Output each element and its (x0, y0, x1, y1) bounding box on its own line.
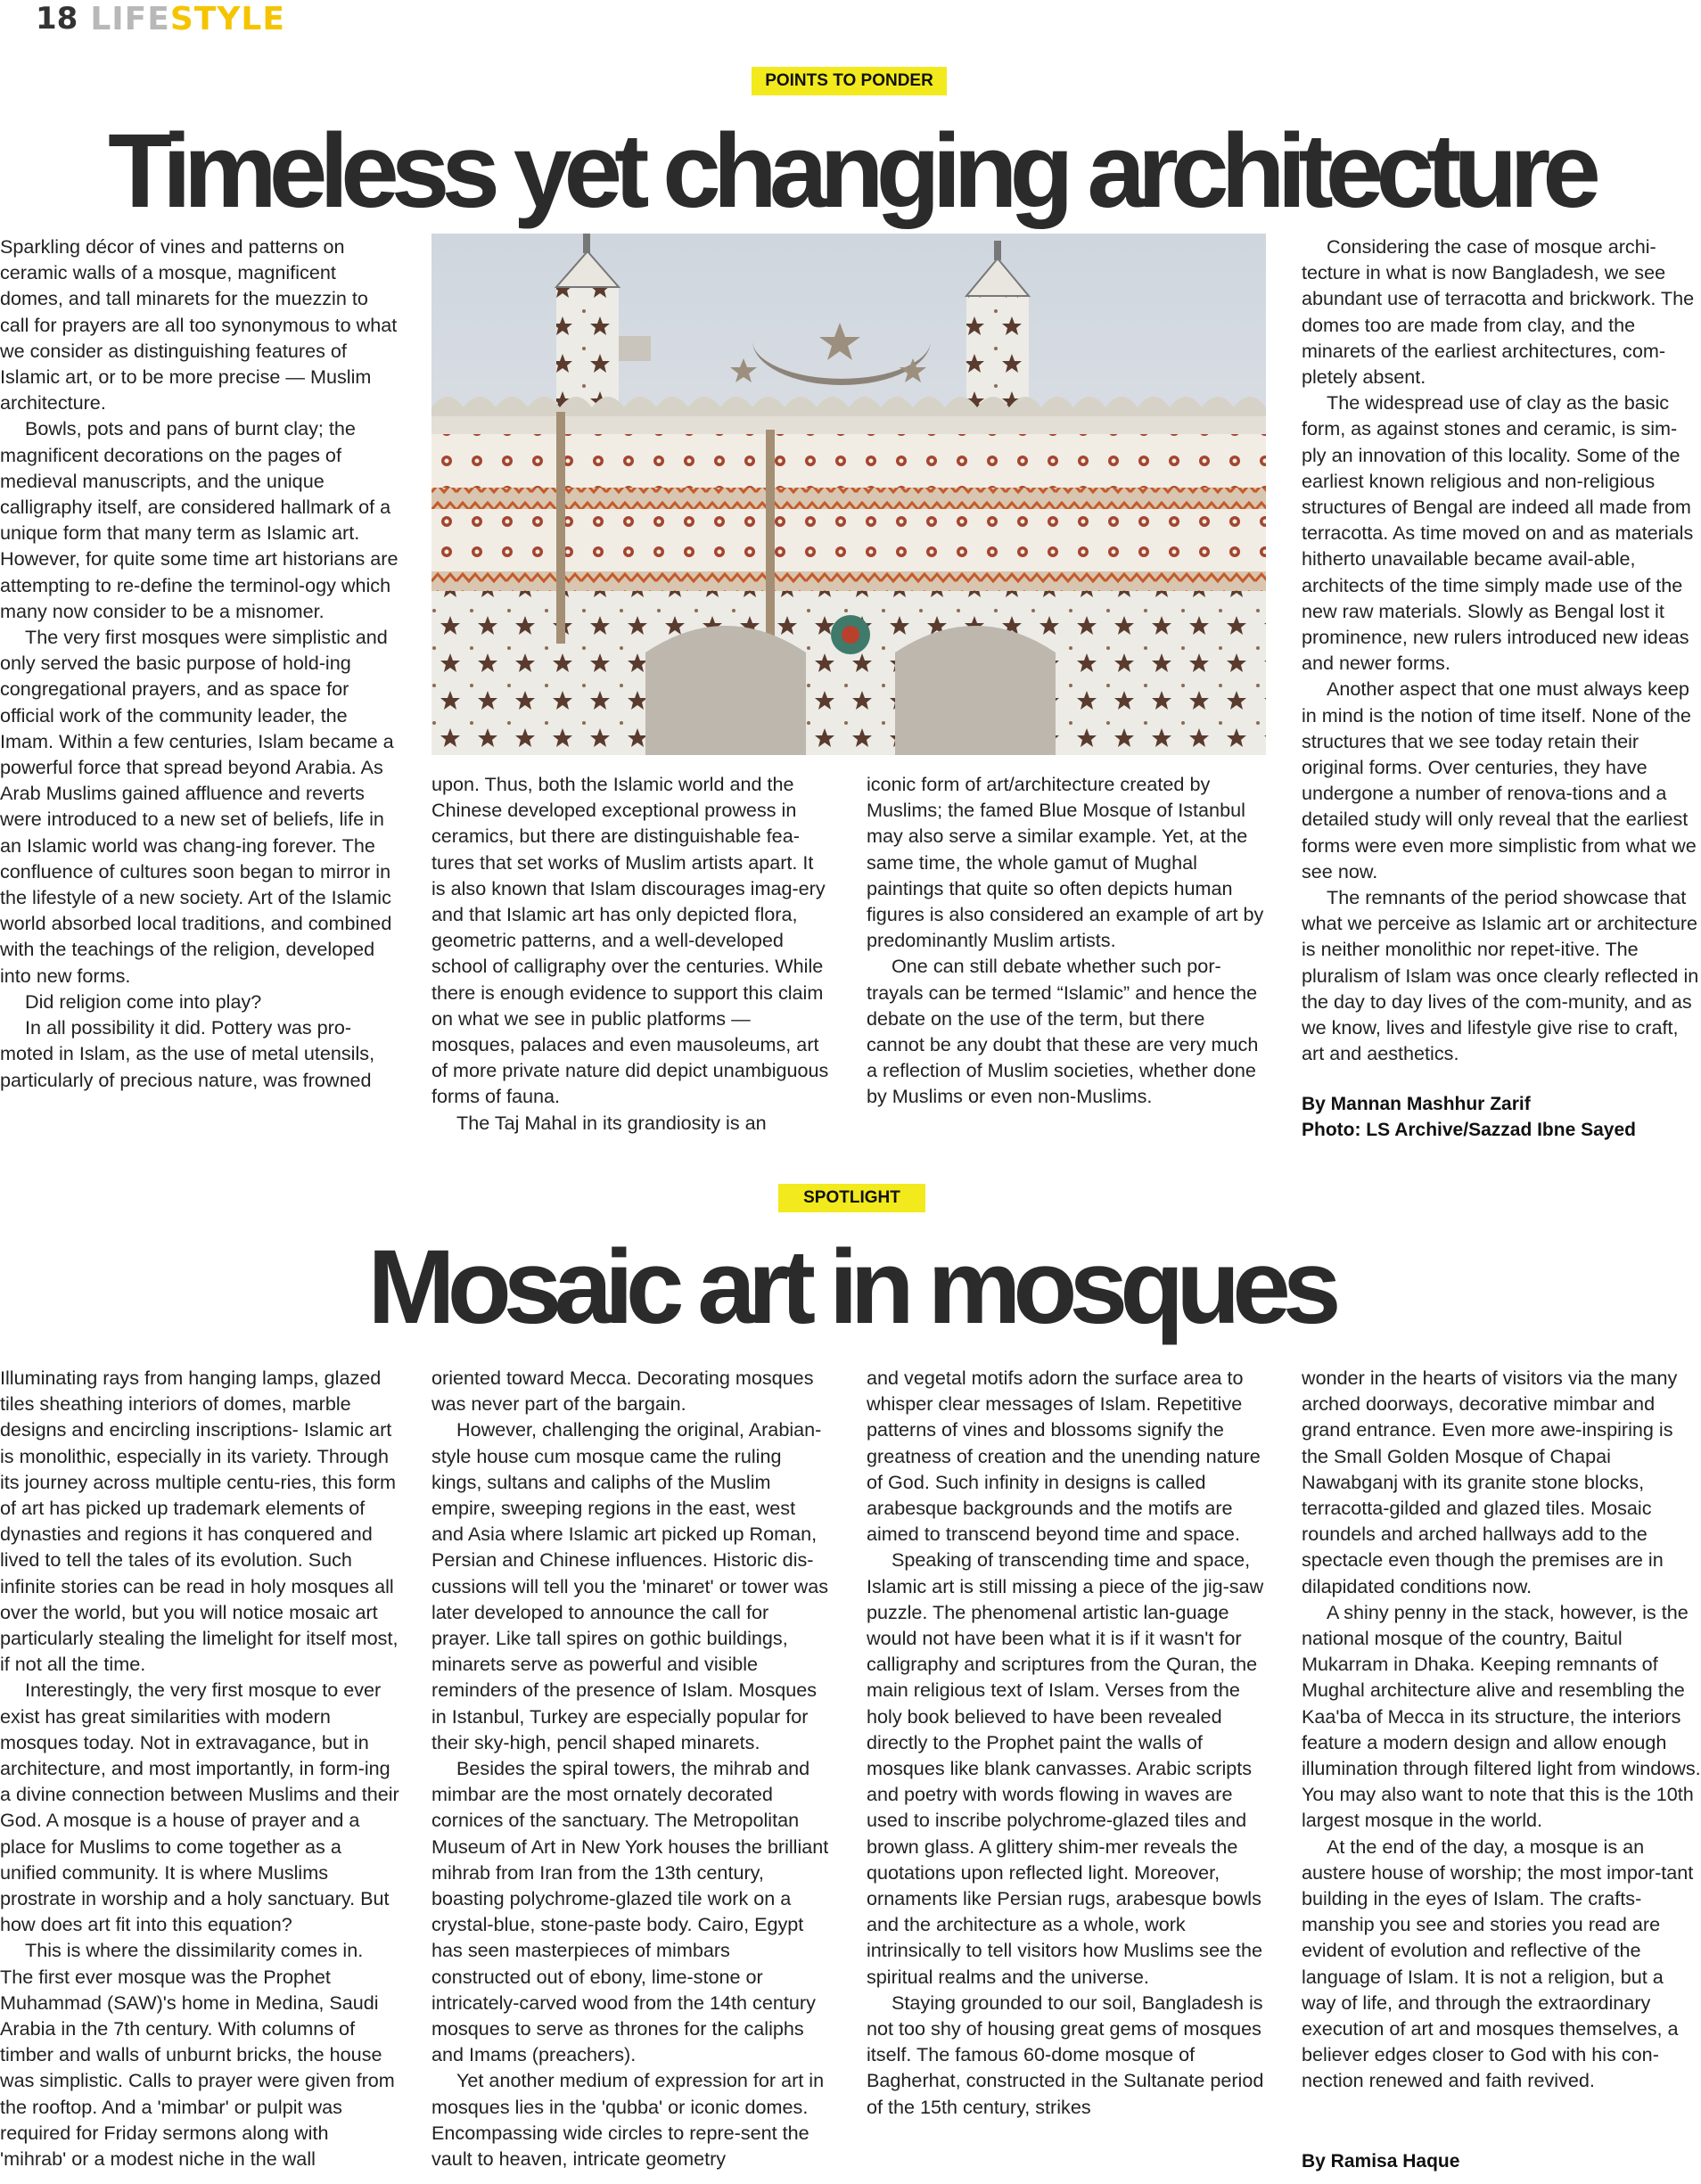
article2-column-3 (867, 1365, 1266, 2120)
paragraph: However, challenging the original, Arabian-style house cum mosque came the ruling kings, sultans and caliphs of the Muslim empire, sweeping regions in the east, west and Asia where Islamic art picked up Roman, Persian and Chinese influences. Historic dis-cussions will tell you the 'minaret' or tower was later developed to announce the call for prayer. Like tall spires on gothic buildings, minarets serve as powerful and visible reminders of the presence of Islam. Mosques in Istanbul, Turkey are especially popular for their sky-high, pencil shaped minarets. (431, 1418, 829, 1753)
paragraph: Another aspect that one must always keep in mind is the notion of time itself. None of the structures that we see today retain their original forms. Over centuries, they have undergone a number of renova-tions and a detailed study will only reveal that the earliest forms were even more simplistic from what we see now. (1302, 677, 1697, 883)
article1-column-3 (867, 771, 1266, 1110)
section-name (90, 1, 285, 37)
paragraph: One can still debate whether such por-trayals can be termed “Islamic” and hence the debate on the use of the term, but there cannot be any doubt that these are very much a reflection of Muslim societies, whether done by Muslims or even non-Muslims. (867, 955, 1259, 1108)
paragraph: Besides the spiral towers, the mihrab and mimbar are the most ornately decorated cornices of the sanctuary. The Metropolitan Museum of Art in New York houses the brilliant mihrab from Iran from the 13th century, boasting polychrome-glazed tile work on a crystal-blue, stone-paste body. Cairo, Egypt has seen masterpieces of mimbars constructed out of ebony, lime-stone or intricately-carved wood from the 14th century mosques to serve as thrones for the caliphs and Imams (preachers). (431, 1757, 829, 2066)
paragraph: Staying grounded to our soil, Bangladesh is not too shy of housing great gems of mosques itself. The famous 60-dome mosque of Bagherhat, constructed in the Sultanate period of the 15th century, strikes (867, 1991, 1264, 2118)
article1-column-2 (431, 771, 831, 1136)
article2-column-2 (431, 1365, 831, 2172)
paragraph: iconic form of art/architecture created by Muslims; the famed Blue Mosque of Istanbul may also serve a similar example. Yet, at the same time, the whole gamut of Mughal paintings that quite so often depicts human figures is also considered an example of art by predominantly Muslim artists. (867, 773, 1264, 952)
paragraph: The very first mosques were simplistic and only served the basic purpose of hold-ing congregational prayers, and as space for official work of the community leader, the Imam. Within a few centuries, Islam became a powerful force that spread beyond Arabia. As Arab Muslims gained affluence and reverts were introduced to a new set of beliefs, life in an Islamic world was chang-ing forever. The confluence of cultures soon began to mirror in the lifestyle of a new society. Art of the Islamic world absorbed local traditions, and combined with the teachings of the religion, developed into new forms. (0, 626, 394, 987)
article1-headline: Timeless yet changing architecture (108, 112, 1593, 230)
paragraph: Interestingly, the very first mosque to ever exist has great similarities with modern mosques today. Not in extravagance, but in architecture, and most importantly, in form-ing a divine connection between Muslims and their God. A mosque is a house of prayer and a place for Muslims to come together as a unified community. It is where Muslims prostrate in worship and a holy sanctuary. But how does art fit into this equation? (0, 1679, 399, 1936)
paragraph: A shiny penny in the stack, however, is the national mosque of the country, Baitul Mukarram in Dhaka. Keeping remnants of Mughal architecture alive and resembling the Kaa'ba of Mecca in its structure, the interiors feature a modern design and allow enough illumination through filtered light from windows. You may also want to note that this is the 10th largest mosque in the world. (1302, 1600, 1701, 1832)
article2-byline: By Ramisa Haque (1302, 2151, 1460, 2172)
paragraph: Bowls, pots and pans of burnt clay; the magnificent decorations on the pages of medieval manuscripts, and the unique calligraphy itself, are considered hallmark of a unique form that many term as Islamic art. However, for quite some time art historians are attempting to re-define the terminol-ogy which many now consider to be a misnomer. (0, 417, 399, 622)
paragraph: At the end of the day, a mosque is an austere house of worship; the most impor-tant building in the eyes of Islam. The crafts-manship you see and stories you read are evident of evolution and reflective of the language of Islam. It is not a religion, but a way of life, and through the extraordinary execution of art and mosques themselves, a believer edges closer to God with his con-nection renewed and faith revived. (1302, 1835, 1694, 2092)
paragraph: The Taj Mahal in its grandiosity is an (456, 1111, 767, 1134)
section-name-life: LIFE (90, 0, 170, 37)
article1-column-1 (0, 234, 399, 1093)
article1-column-4 (1302, 234, 1701, 1067)
section-name-style: STYLE (169, 0, 285, 37)
paragraph: oriented toward Mecca. Decorating mosques was never part of the bargain. (431, 1367, 814, 1416)
paragraph: The widespread use of clay as the basic form, as against stones and ceramic, is sim-ply an innovation of this locality. Some of the earliest known religious and non-religious structures of Bengal are indeed all made from terracotta. As time moved on and as materials hitherto unavailable became avail-able, architects of the time simply made use of the new raw materials. Slowly as Bengal lost it prominence, new rulers introduced new ideas and newer forms. (1302, 391, 1694, 675)
article1-byline: By Mannan Mashhur Zarif (1302, 1094, 1531, 1114)
paragraph: upon. Thus, both the Islamic world and the Chinese developed exceptional prowess in ceramics, but there are distinguishable fea-tures that set works of Muslim artists apart. It is also known that Islam discourages imag-ery and that Islamic art has only depicted flora, geometric patterns, and a well-developed school of calligraphy over the centuries. While there is enough evidence to support this claim on what we see in public platforms — mosques, palaces and even mausoleums, art of more private nature did depict unambiguous forms of fauna. (431, 773, 829, 1108)
article2-headline: Mosaic art in mosques (367, 1228, 1334, 1346)
paragraph: and vegetal motifs adorn the surface area to whisper clear messages of Islam. Repetitive patterns of vines and blossoms signify the greatness of creation and the unending nature of God. Such infinity in designs is called arabesque backgrounds and the motifs are aimed to transcend beyond time and space. (867, 1367, 1261, 1546)
paragraph: Sparkling décor of vines and patterns on ceramic walls of a mosque, magnificent domes, and tall minarets for the muezzin to call for prayers are all too synonymous to what we consider as distinguishing features of Islamic art, or to be more precise — Muslim architecture. (0, 235, 398, 415)
paragraph: In all possibility it did. Pottery was pro-moted in Islam, as the use of metal utensils, particularly of precious nature, was frowned (0, 1016, 375, 1091)
article2-column-4 (1302, 1365, 1701, 2094)
article2-tag: SPOTLIGHT (778, 1184, 925, 1212)
loudspeaker (619, 336, 651, 361)
paragraph: Speaking of transcending time and space, Islamic art is still missing a piece of the jig-saw puzzle. The phenomenal artistic lan-guage would not have been what it is if it wasn't for calligraphy and scriptures from the Quran, the main religious text of Islam. Verses from the holy book believed to have been revealed directly to the Prophet paint the walls of mosques like blank canvasses. Arabic scripts and poetry with words flowing in waves are used to inscribe polychrome-glazed tiles and brown glass. A glittery shim-mer reveals the quotations upon reflected light. Moreover, ornaments like Persian rugs, arabesque bowls and the architecture as a whole, work intrinsically to tell visitors how Muslims see the spiritual realms and the universe. (867, 1548, 1264, 1988)
paragraph: Illuminating rays from hanging lamps, glazed tiles sheathing interiors of domes, marble designs and encircling inscriptions- Islamic art is monolithic, especially in its variety. Through its journey across multiple centu-ries, this form of art has picked up trademark elements of dynasties and regions it has conquered and lived to tell the tales of its evolution. Such infinite stories can be read in holy mosques all over the world, but you will notice mosaic art particularly stealing the limelight for itself most, if not all the time. (0, 1367, 399, 1676)
paragraph: Considering the case of mosque archi-tecture in what is now Bangladesh, we see abundant use of terracotta and brickwork. The domes too are made from clay, and the minarets of the earliest architectures, com-pletely absent. (1302, 235, 1695, 389)
page-number: 18 (36, 1, 78, 37)
paragraph: Yet another medium of expression for art in mosques lies in the 'qubba' or iconic domes. Encompassing wide circles to repre-sent the vault to heaven, intricate geometry (431, 2069, 825, 2171)
article1-photo-credit: Photo: LS Archive/Sazzad Ibne Sayed (1302, 1120, 1636, 1140)
masthead (36, 0, 285, 37)
article1-tag: POINTS TO PONDER (752, 67, 947, 95)
paragraph: This is where the dissimilarity comes in. The first ever mosque was the Prophet Muhammad (SAW)'s home in Medina, Saudi Arabia in the 7th century. With columns of timber and walls of unburnt bricks, the house was simplistic. Calls to prayer were given from the rooftop. And a 'mimbar' or pulpit was required for Friday sermons along with 'mihrab' or a modest niche in the wall (0, 1939, 395, 2171)
mosque-facade-photo (431, 234, 1266, 755)
mosque-facade-illustration (431, 234, 1266, 755)
paragraph: The remnants of the period showcase that what we perceive as Islamic art or architecture is neither monolithic nor repet-itive. The pluralism of Islam was once clearly reflected in the day to day lives of the com-munity, and as we know, lives and lifestyle give rise to craft, art and aesthetics. (1302, 886, 1699, 1065)
article2-column-1 (0, 1365, 399, 2172)
paragraph: wonder in the hearts of visitors via the many arched doorways, decorative mimbar and grand entrance. Even more awe-inspiring is the Small Golden Mosque of Chapai Nawabganj with its granite stone blocks, terracotta-gilded and glazed tiles. Mosaic roundels and arched hallways add to the spectacle even though the premises are in dilapidated conditions now. (1302, 1367, 1678, 1597)
paragraph: Did religion come into play? (25, 989, 262, 1013)
